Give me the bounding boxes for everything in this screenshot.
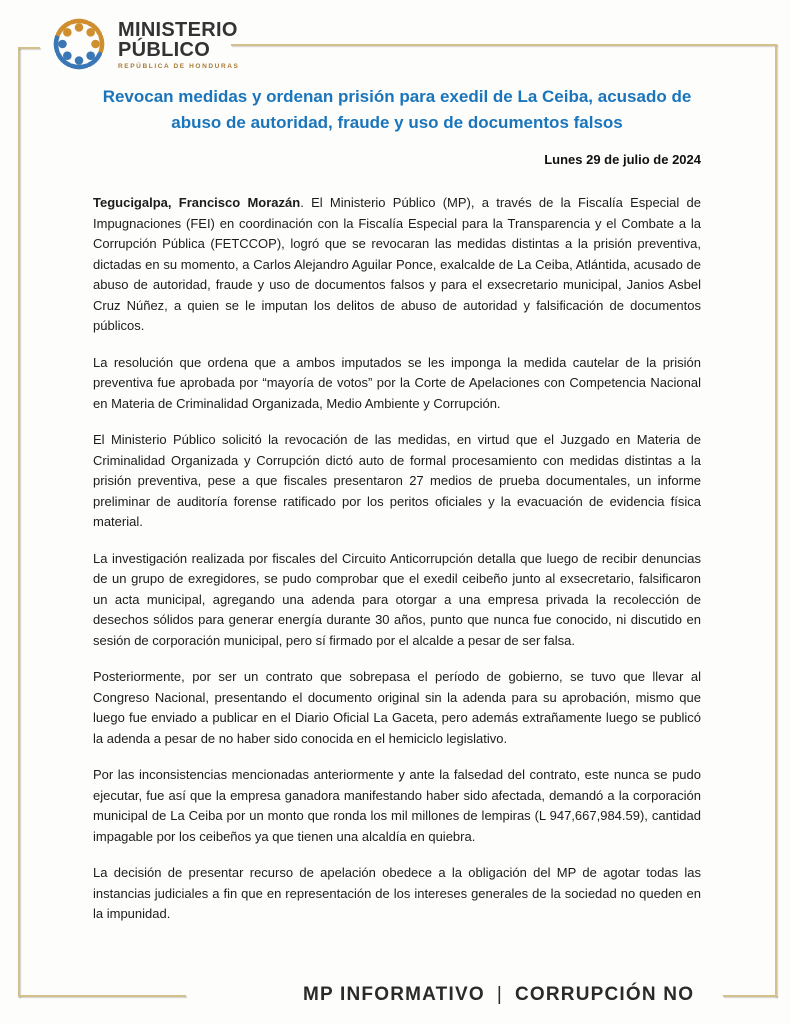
frame-line-top (231, 44, 777, 46)
logo-text (118, 12, 239, 70)
header (48, 12, 239, 76)
article-date: Lunes 29 de julio de 2024 (544, 152, 701, 167)
paragraph-text: La investigación realizada por fiscales del Circuito Anticorrupción detalla que luego de recibir denuncias de un grupo de exregidores, se pudo comprobar que el exedil ceibeño junto al exsecretario, falsificaron un acta municipal, agregando una adenda para otorgar a una empresa privada la recolección de desechos sólidos para generar energía durante 30 años, punto que nunca fue conocido, ni discutido en sesión de corporación municipal, pero sí firmado por el alcalde a pesar de ser falsa. (93, 550, 701, 648)
footer-left-label: MP INFORMATIVO (303, 984, 485, 1005)
paragraph-text: . El Ministerio Público (MP), a través de la Fiscalía Especial de Impugnaciones (FEI) en coordinación con la Fiscalía Especial para la Transparencia y el Combate a la Corrupción Pública (FETCCOP), logró que se revocaran las medidas distintas a la prisión preventiva, dictadas en su momento, a Carlos Alejandro Aguilar Ponce, exalcalde de La Ceiba, Atlántida, acusado de abuso de autoridad, fraude y uso de documentos falsos y para el exsecretario municipal, Janios Asbel Cruz Núñez, a quien se le imputan los delitos de abuso de autoridad y falsificación de documentos públicos. (93, 195, 701, 333)
article-paragraph-7 (93, 863, 701, 925)
footer-slogan (303, 984, 694, 1006)
paragraph-text: La decisión de presentar recurso de apelación obedece a la obligación del MP de agotar todas las instancias judiciales a fin que en representación de los intereses generales de la sociedad no queden en la impunidad. (93, 865, 701, 921)
org-name-line2: PÚBLICO (118, 39, 211, 61)
frame-line-right (775, 44, 777, 997)
article-paragraph-5 (93, 667, 701, 749)
footer-right-label: CORRUPCIÓN NO (514, 984, 695, 1005)
paragraph-text: Posteriormente, por ser un contrato que sobrepasa el período de gobierno, se tuvo que llevar al Congreso Nacional, presentando el documento original sin la adenda para su aprobación, mismo que luego fue enviado a publicar en el Diario Oficial La Gaceta, pero además extrañamente luego se publicó la adenda a pesar de no haber sido conocida en el hemiciclo legislativo. (93, 669, 701, 746)
article-paragraph-4 (93, 549, 701, 652)
article-paragraph-6 (93, 765, 701, 847)
footer (0, 980, 791, 1014)
frame-line-left (18, 47, 20, 997)
article-paragraph-2 (93, 353, 701, 415)
dateline: Tegucigalpa, Francisco Morazán (93, 195, 301, 210)
org-name-line1: MINISTERIO (118, 19, 238, 41)
article-title: Revocan medidas y ordenan prisión para exedil de La Ceiba, acusado de abuso de autoridad, fraude y uso de documentos falsos (102, 87, 692, 132)
paragraph-text: Por las inconsistencias mencionadas anteriormente y ante la falsedad del contrato, este nunca se pudo ejecutar, fue así que la empresa ganadora manifestando haber sido afectada, demandó a la corporación municipal de La Ceiba por un monto que ronda los mil millones de lempiras (L 947,667,984.59), cantidad impagable por los ceibeños ya que tienen una alcaldía en quiebra. (93, 767, 701, 844)
paragraph-text: La resolución que ordena que a ambos imputados se les imponga la medida cautelar de la prisión preventiva fue aprobada por “mayoría de votos” por la Corte de Apelaciones con Competencia Nacional en Materia de Criminalidad Organizada, Medio Ambiente y Corrupción. (93, 354, 701, 411)
footer-separator: | (496, 984, 503, 1005)
org-tagline: REPÚBLICA DE HONDURAS (118, 63, 240, 70)
paragraph-text: El Ministerio Público solicitó la revocación de las medidas, en virtud que el Juzgado en Materia de Criminalidad Organizada y Corrupción dictó auto de formal procesamiento con medidas distintas a la prisión preventiva, pese a que fiscales presentaron 27 medios de prueba documentales, un informe preliminar de auditoría forense ratificado por los peritos oficiales y la evacuación de evidencia física material. (93, 432, 701, 529)
article-paragraph-1 (93, 193, 701, 337)
article-paragraph-3 (93, 430, 701, 533)
ministerio-publico-emblem-icon (48, 12, 110, 76)
frame-line-left-notch (18, 47, 40, 49)
article (93, 84, 701, 941)
